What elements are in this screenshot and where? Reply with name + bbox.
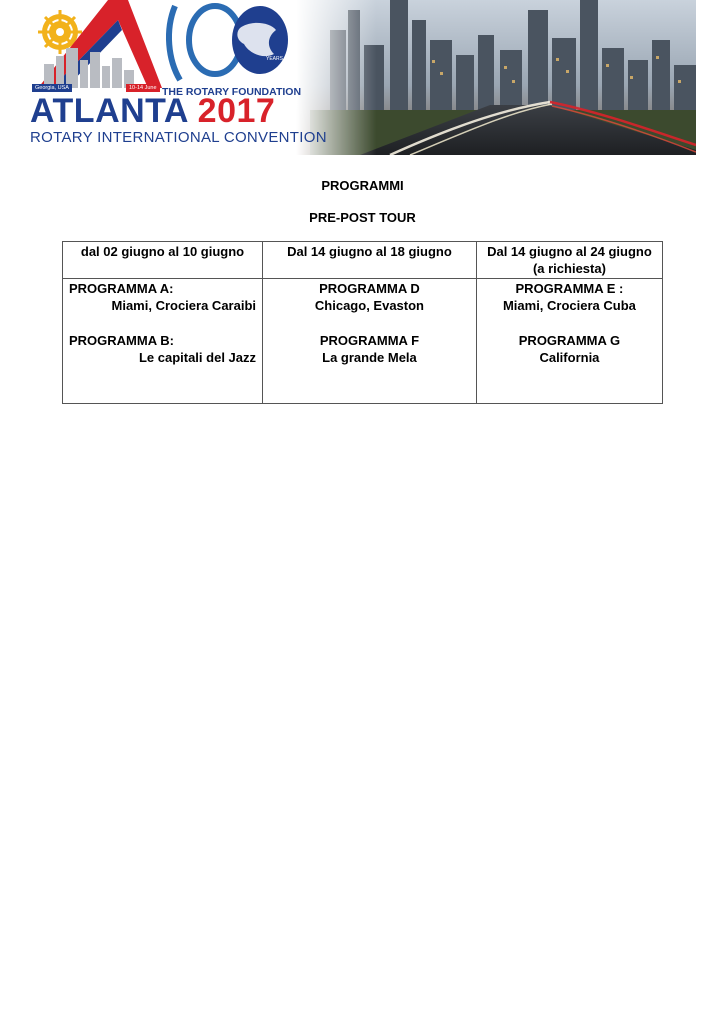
table-row	[63, 279, 663, 404]
cell-programs-col-3	[476, 279, 662, 404]
centennial-100-icon	[169, 6, 288, 80]
page-subtitle: PRE-POST TOUR	[309, 210, 416, 225]
logo-city: ATLANTA	[30, 92, 188, 130]
logo-title	[30, 94, 275, 128]
header-cell-period-2: Dal 14 giugno al 18 giugno	[263, 242, 477, 279]
program-g-label: PROGRAMMA G	[518, 333, 621, 348]
cell-programs-col-2	[263, 279, 477, 404]
foundation-name: THE ROTARY FOUNDATION	[162, 86, 302, 98]
program-f-destination: La grande Mela	[322, 350, 417, 365]
table-header-row	[63, 242, 663, 279]
dates-badge: 10-14 June	[126, 84, 160, 92]
program-g-destination: California	[539, 350, 600, 365]
page-title: PROGRAMMI	[321, 178, 404, 193]
logo-year: 2017	[197, 92, 276, 130]
program-b-label: PROGRAMMA B:	[69, 333, 174, 348]
program-f-label: PROGRAMMA F	[319, 333, 420, 348]
header-banner	[30, 0, 696, 155]
program-d-destination: Chicago, Evaston	[314, 298, 424, 313]
programs-table	[62, 241, 663, 404]
years-label: YEARS	[266, 56, 283, 62]
location-badge: Georgia, USA	[32, 84, 72, 92]
cell-programs-col-1	[63, 279, 263, 404]
program-e-label: PROGRAMMA E :	[515, 281, 624, 296]
program-a-label: PROGRAMMA A:	[69, 281, 174, 296]
header-cell-period-3: Dal 14 giugno al 24 giugno (a richiesta)	[476, 242, 662, 279]
program-e-destination: Miami, Crociera Cuba	[502, 298, 636, 313]
program-b-destination: Le capitali del Jazz	[138, 350, 256, 365]
header-cell-period-1: dal 02 giugno al 10 giugno	[63, 242, 263, 279]
program-a-destination: Miami, Crociera Caraibi	[111, 298, 256, 313]
program-d-label: PROGRAMMA D	[319, 281, 420, 296]
convention-name: ROTARY INTERNATIONAL CONVENTION	[30, 129, 327, 146]
